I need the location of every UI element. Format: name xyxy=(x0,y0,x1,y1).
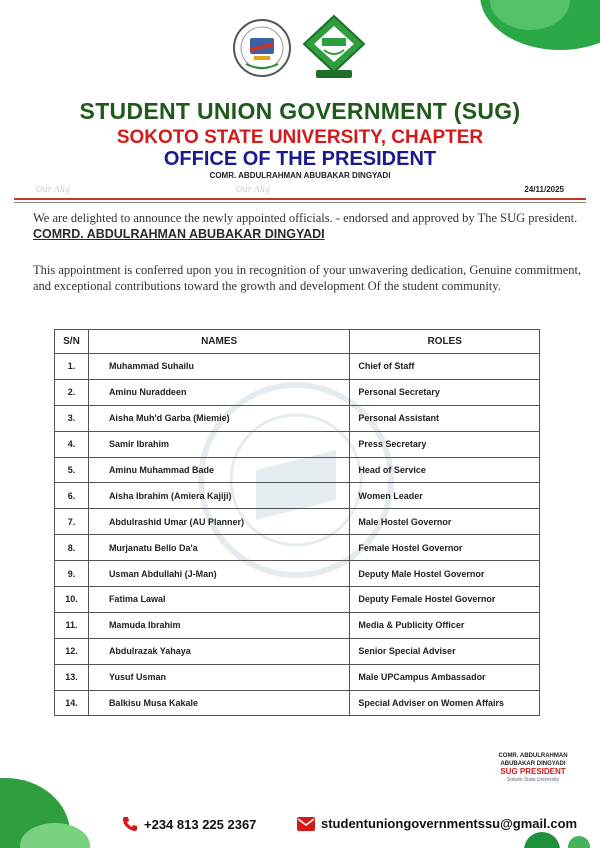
appointee-name: Muhammad Suhailu xyxy=(88,354,349,380)
table-row xyxy=(55,561,540,587)
appointee-role: Male Hostel Governor xyxy=(350,509,540,535)
row-number: 11. xyxy=(55,612,89,638)
appointee-name: Samir Ibrahim xyxy=(88,431,349,457)
appointee-role: Media & Publicity Officer xyxy=(350,612,540,638)
appointee-name: Aminu Nuraddeen xyxy=(88,379,349,405)
table-row xyxy=(55,379,540,405)
announcement-text: We are delighted to announce the newly appointed officials. - endorsed and approved by The SUG president. xyxy=(33,211,578,225)
signature-name-line1: COMR. ABDULRAHMAN xyxy=(498,753,568,759)
table-row xyxy=(55,405,540,431)
signature-title: SUG PRESIDENT xyxy=(500,767,566,776)
row-number: 5. xyxy=(55,457,89,483)
table-row xyxy=(55,354,540,380)
footer-phone[interactable] xyxy=(122,816,256,832)
appointee-name: Aisha Muh'd Garba (Miemie) xyxy=(88,405,349,431)
row-number: 7. xyxy=(55,509,89,535)
row-number: 14. xyxy=(55,690,89,716)
president-name-underlined: COMRD. ABDULRAHMAN ABUBAKAR DINGYADI xyxy=(33,227,325,241)
appointee-role: Women Leader xyxy=(350,483,540,509)
phone-icon xyxy=(122,816,138,832)
president-name-heading: COMR. ABDULRAHMAN ABUBAKAR DINGYADI xyxy=(209,171,391,180)
phone-number: +234 813 225 2367 xyxy=(144,816,257,832)
table-row xyxy=(55,509,540,535)
table-row xyxy=(55,457,540,483)
office-heading: OFFICE OF THE PRESIDENT xyxy=(163,148,437,170)
column-header-sn: S/N xyxy=(55,330,89,354)
appointee-role: Male UPCampus Ambassador xyxy=(350,664,540,690)
row-number: 12. xyxy=(55,638,89,664)
appointee-role: Senior Special Adviser xyxy=(350,638,540,664)
announcement-paragraph xyxy=(33,210,583,242)
signature-name-line2: ABUBAKAR DINGYADI xyxy=(500,761,566,767)
header-divider xyxy=(14,198,586,200)
appointee-name: Mamuda Ibrahim xyxy=(88,612,349,638)
table-row xyxy=(55,690,540,716)
row-number: 1. xyxy=(55,354,89,380)
appointee-name: Usman Abdullahi (J-Man) xyxy=(88,561,349,587)
appointee-role: Deputy Female Hostel Governor xyxy=(350,587,540,613)
appointee-role: Special Adviser on Women Affairs xyxy=(350,690,540,716)
row-number: 3. xyxy=(55,405,89,431)
university-crest-logo xyxy=(232,18,292,78)
row-number: 4. xyxy=(55,431,89,457)
appointee-name: Abdulrashid Umar (AU Planner) xyxy=(88,509,349,535)
footer-email[interactable] xyxy=(297,816,577,831)
table-row xyxy=(55,638,540,664)
corner-decoration-bottom-right xyxy=(524,832,560,848)
table-row xyxy=(55,431,540,457)
table-row xyxy=(55,483,540,509)
header-divider-thin xyxy=(14,202,586,203)
sug-shield-logo xyxy=(302,14,366,82)
appointee-name: Abdulrazak Yahaya xyxy=(88,638,349,664)
table-row xyxy=(55,587,540,613)
table-row xyxy=(55,664,540,690)
mail-icon xyxy=(297,817,315,831)
header-mark-center: Our Alig xyxy=(236,185,271,194)
appointee-name: Fatima Lawal xyxy=(88,587,349,613)
row-number: 9. xyxy=(55,561,89,587)
header-mark-left: Our Alig xyxy=(36,185,71,194)
appointee-name: Aisha Ibrahim (Amiera Kajiji) xyxy=(88,483,349,509)
appointee-role: Press Secretary xyxy=(350,431,540,457)
row-number: 8. xyxy=(55,535,89,561)
appointments-table xyxy=(54,329,540,716)
recognition-paragraph: This appointment is conferred upon you in recognition of your unwavering dedication, Genuine commitment, and exceptional contributions toward the growth and development Of the student community. xyxy=(33,263,582,293)
appointee-role: Personal Secretary xyxy=(350,379,540,405)
appointee-name: Aminu Muhammad Bade xyxy=(88,457,349,483)
appointee-name: Murjanatu Bello Da'a xyxy=(88,535,349,561)
row-number: 2. xyxy=(55,379,89,405)
row-number: 6. xyxy=(55,483,89,509)
signature-subtitle: Sokoto State University xyxy=(507,777,559,783)
appointee-role: Head of Service xyxy=(350,457,540,483)
column-header-names: NAMES xyxy=(88,330,349,354)
appointee-name: Yusuf Usman xyxy=(88,664,349,690)
signature-block xyxy=(488,752,578,784)
appointee-role: Female Hostel Governor xyxy=(350,535,540,561)
row-number: 13. xyxy=(55,664,89,690)
table-header-row xyxy=(55,330,540,354)
column-header-roles: ROLES xyxy=(350,330,540,354)
row-number: 10. xyxy=(55,587,89,613)
document-date: 24/11/2025 xyxy=(524,185,564,194)
appointee-role: Personal Assistant xyxy=(350,405,540,431)
corner-decoration-bottom-right-inner xyxy=(568,836,590,848)
table-row xyxy=(55,612,540,638)
logo-row xyxy=(0,14,600,84)
email-address: studentuniongovernmentssu@gmail.com xyxy=(321,816,578,831)
appointee-name: Balkisu Musa Kakale xyxy=(88,690,349,716)
chapter-heading: SOKOTO STATE UNIVERSITY, CHAPTER xyxy=(116,127,484,148)
appointee-role: Chief of Staff xyxy=(350,354,540,380)
document-title: STUDENT UNION GOVERNMENT (SUG) xyxy=(79,98,521,124)
appointee-role: Deputy Male Hostel Governor xyxy=(350,561,540,587)
table-row xyxy=(55,535,540,561)
